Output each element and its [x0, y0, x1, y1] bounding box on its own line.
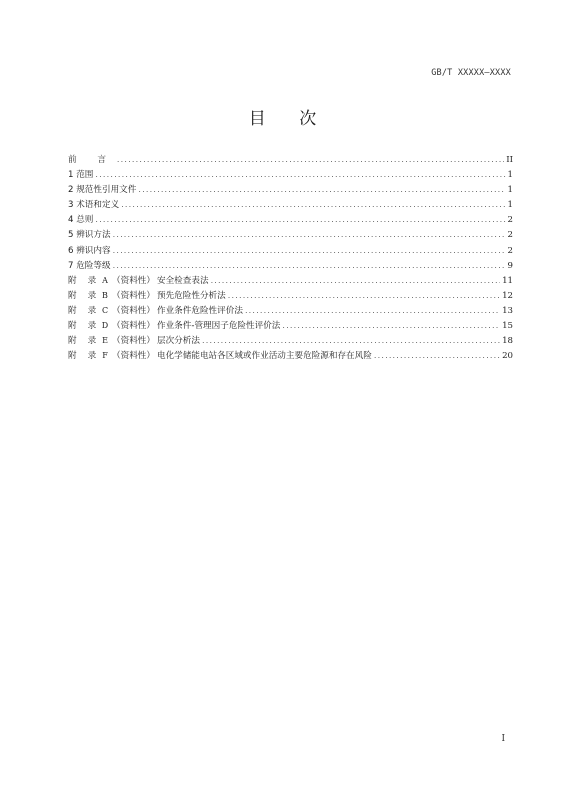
- appendix-prefix: 录: [87, 290, 97, 301]
- toc-entry-hazard-levels[interactable]: [68, 258, 513, 273]
- toc-dot-leader: [113, 258, 506, 273]
- toc-entry-label: 前 言: [68, 155, 115, 165]
- toc-entry-page: 13: [502, 305, 513, 316]
- toc-entry-label: [68, 318, 282, 334]
- appendix-type: （资料性）: [112, 321, 155, 332]
- toc-entry-label: [68, 303, 245, 319]
- appendix-letter: A: [102, 275, 108, 285]
- toc-dot-leader: [138, 182, 505, 197]
- appendix-prefix: 附: [68, 351, 77, 362]
- appendix-prefix: 录: [87, 336, 97, 347]
- toc-dot-leader: [113, 227, 506, 242]
- appendix-type: （资料性）: [112, 305, 155, 316]
- appendix-letter: C: [101, 305, 109, 315]
- standard-code: GB/T XXXXX—XXXX: [431, 68, 511, 78]
- toc-dot-leader: [228, 288, 500, 303]
- appendix-type: （资料性）: [112, 290, 155, 301]
- toc-entry-label: 2 规范性引用文件: [68, 185, 137, 196]
- appendix-letter: E: [102, 336, 108, 346]
- toc-entry-label: 4 总则: [68, 215, 94, 226]
- toc-entry-page: 2: [507, 215, 513, 226]
- toc-entry-scope[interactable]: [68, 167, 513, 182]
- toc-entry-label: 1 范围: [68, 170, 94, 181]
- appendix-prefix: 录: [87, 351, 97, 362]
- toc-entry-normative-references[interactable]: [68, 182, 513, 197]
- toc-dot-leader: [202, 333, 500, 348]
- appendix-prefix: 录: [87, 305, 97, 316]
- toc-entry-page: 1: [507, 185, 513, 196]
- toc-entry-page: II: [506, 155, 513, 165]
- appendix-type: （资料性）: [112, 275, 155, 286]
- table-of-contents: [68, 152, 513, 363]
- toc-entry-appendix-f[interactable]: [68, 348, 513, 363]
- toc-entry-label: [68, 288, 228, 304]
- toc-entry-label: [68, 333, 202, 349]
- toc-entry-page: 1: [507, 170, 513, 181]
- appendix-title: 作业条件危险性评价法: [156, 305, 243, 316]
- toc-entry-page: 12: [502, 290, 513, 301]
- toc-entry-general[interactable]: [68, 212, 513, 227]
- appendix-title: 安全检查表法: [156, 275, 209, 286]
- toc-entry-label: [68, 348, 374, 364]
- toc-entry-page: 1: [507, 200, 513, 211]
- toc-entry-page: 11: [502, 275, 513, 286]
- toc-dot-leader: [121, 197, 505, 212]
- toc-dot-leader: [211, 273, 501, 288]
- toc-entry-label: [68, 273, 211, 289]
- toc-dot-leader: [113, 243, 506, 258]
- toc-entry-appendix-a[interactable]: [68, 273, 513, 288]
- toc-entry-label: 6 辨识内容: [68, 245, 111, 256]
- toc-entry-page: 20: [502, 351, 513, 362]
- toc-entry-appendix-d[interactable]: [68, 318, 513, 333]
- appendix-title: 预先危险性分析法: [156, 290, 226, 301]
- toc-dot-leader: [117, 152, 504, 167]
- toc-dot-leader: [95, 212, 505, 227]
- toc-entry-page: 9: [507, 260, 513, 271]
- toc-entry-page: 15: [502, 321, 513, 332]
- toc-dot-leader: [245, 303, 500, 318]
- toc-entry-appendix-e[interactable]: [68, 333, 513, 348]
- page-number: I: [501, 734, 505, 744]
- toc-entry-page: 2: [507, 245, 513, 256]
- appendix-type: （资料性）: [112, 336, 155, 347]
- toc-entry-label: 5 辨识方法: [68, 230, 111, 241]
- toc-dot-leader: [282, 318, 500, 333]
- appendix-prefix: 录: [87, 275, 97, 286]
- toc-dot-leader: [95, 167, 505, 182]
- toc-entry-label: 3 术语和定义: [68, 200, 120, 211]
- appendix-letter: F: [102, 351, 108, 361]
- appendix-title: 电化学储能电站各区域或作业活动主要危险源和存在风险: [156, 351, 372, 362]
- appendix-letter: B: [102, 290, 108, 300]
- appendix-prefix: 附: [68, 290, 77, 301]
- toc-entry-appendix-b[interactable]: [68, 288, 513, 303]
- appendix-prefix: 录: [87, 321, 97, 332]
- page-title: 目 次: [248, 109, 331, 129]
- toc-entry-label: 7 危险等级: [68, 260, 111, 271]
- appendix-title: 层次分析法: [156, 336, 200, 347]
- toc-entry-foreword[interactable]: [68, 152, 513, 167]
- toc-dot-leader: [374, 348, 500, 363]
- appendix-type: （资料性）: [112, 351, 155, 362]
- appendix-prefix: 附: [68, 336, 77, 347]
- appendix-prefix: 附: [68, 321, 77, 332]
- toc-entry-terms-definitions[interactable]: [68, 197, 513, 212]
- toc-entry-identification-methods[interactable]: [68, 227, 513, 242]
- toc-entry-appendix-c[interactable]: [68, 303, 513, 318]
- appendix-letter: D: [101, 321, 109, 331]
- appendix-prefix: 附: [68, 305, 77, 316]
- appendix-prefix: 附: [68, 275, 77, 286]
- toc-entry-page: 2: [507, 230, 513, 241]
- appendix-title: 作业条件-管理因子危险性评价法: [156, 321, 281, 332]
- toc-entry-identification-content[interactable]: [68, 243, 513, 258]
- toc-entry-page: 18: [502, 336, 513, 347]
